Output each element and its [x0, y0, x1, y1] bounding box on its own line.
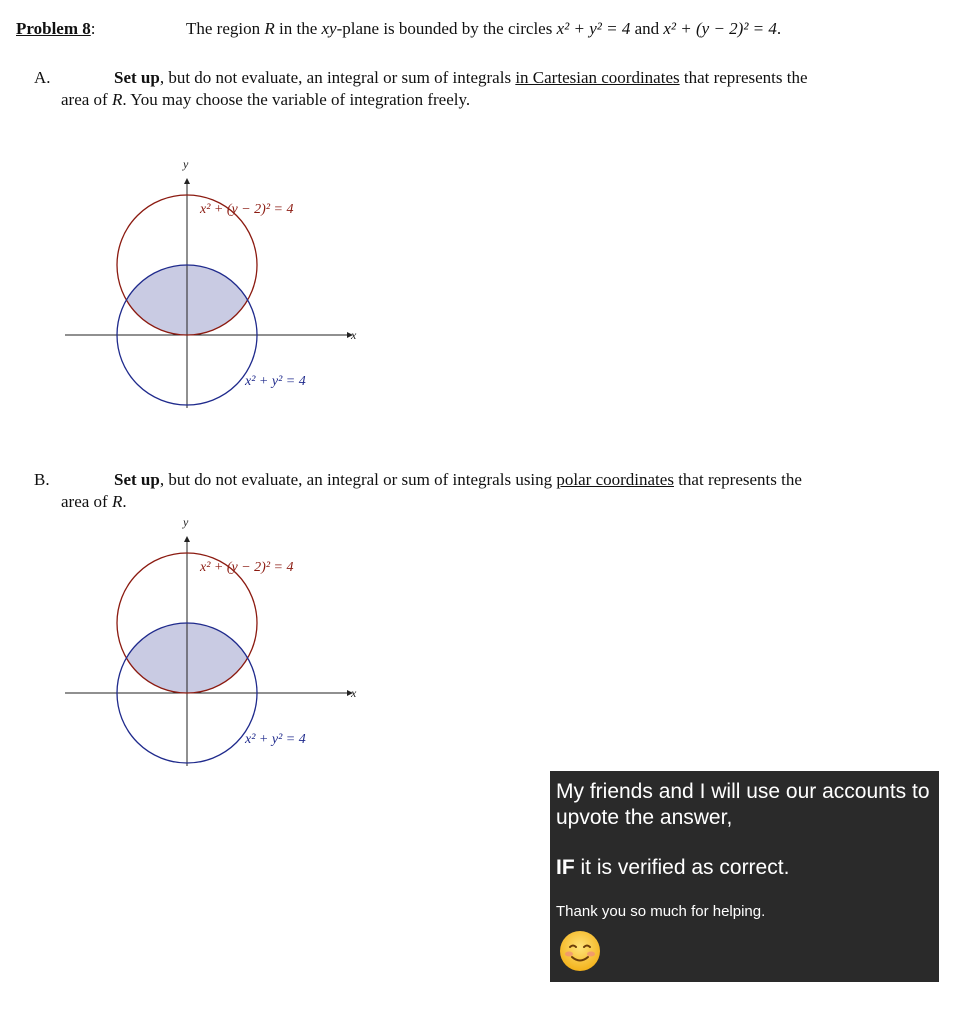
part-a-text1: , but do not evaluate, an integral or sum of integrals	[159, 68, 516, 87]
problem-statement	[186, 18, 781, 39]
statement-mid2: -plane is bounded by the circles	[336, 19, 557, 38]
note-line3: Thank you so much for helping.	[556, 903, 766, 920]
x-axis-label: x	[351, 328, 357, 342]
statement-prefix: The region	[186, 19, 265, 38]
part-b-text3-suffix: .	[122, 492, 127, 511]
circle1-equation: x² + y² = 4	[556, 19, 631, 38]
y-axis-label: y	[183, 157, 189, 171]
part-b-text2: that represents the	[673, 470, 802, 489]
part-b-line2	[61, 491, 127, 512]
part-b-line1	[114, 469, 802, 490]
problem-colon: :	[90, 19, 96, 38]
part-b-region-var: R	[111, 492, 123, 511]
upper-circle-label: x² + (y − 2)² = 4	[200, 202, 294, 217]
part-a-line2	[61, 89, 470, 110]
plane-var: xy	[321, 19, 337, 38]
note-line2-rest: it is verified as correct.	[574, 856, 790, 879]
y-axis-label: y	[183, 515, 189, 529]
graph-b	[60, 513, 370, 773]
note-line1: My friends and I will use our accounts to upvote the answer,	[556, 780, 930, 829]
part-a-text2: that represents the	[679, 68, 808, 87]
graph-a	[60, 155, 370, 415]
part-a-bold: Set up	[114, 68, 160, 87]
and-word: and	[630, 19, 664, 38]
statement-mid: in the	[274, 19, 322, 38]
circle2-equation: x² + (y − 2)² = 4	[663, 19, 777, 38]
part-a-line1	[114, 67, 808, 88]
part-b-letter: B.	[34, 470, 50, 489]
problem-header	[16, 18, 96, 39]
part-a-underlined: in Cartesian coordinates	[515, 68, 680, 87]
upvote-note	[550, 771, 939, 982]
part-b-bold: Set up	[114, 470, 160, 489]
lower-circle-label: x² + y² = 4	[245, 732, 306, 747]
part-b-text3-prefix: area of	[61, 492, 112, 511]
region-var: R	[264, 19, 275, 38]
upper-circle-label: x² + (y − 2)² = 4	[200, 560, 294, 575]
part-a-text3-suffix: . You may choose the variable of integration freely.	[122, 90, 471, 109]
note-line2	[556, 855, 789, 881]
problem-label: Problem 8	[16, 19, 91, 38]
note-if-bold: IF	[556, 856, 575, 879]
part-a-text3-prefix: area of	[61, 90, 112, 109]
smiling-face-emoji-icon	[558, 929, 602, 973]
lower-circle-label: x² + y² = 4	[245, 374, 306, 389]
part-b-underlined: polar coordinates	[556, 470, 674, 489]
statement-period: .	[776, 19, 782, 38]
part-a-region-var: R	[111, 90, 123, 109]
part-a-letter: A.	[34, 68, 51, 87]
part-b-text1: , but do not evaluate, an integral or sum of integrals using	[159, 470, 557, 489]
x-axis-label: x	[351, 686, 357, 700]
